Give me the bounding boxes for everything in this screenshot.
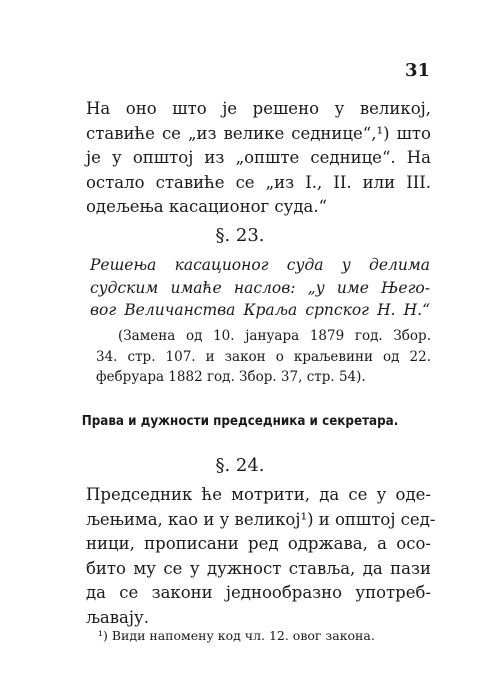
section-23-note — [96, 326, 431, 388]
footnote: ¹) Види напомену код чл. 12. овог закона. — [98, 628, 375, 643]
page-number: 31 — [404, 60, 430, 81]
paragraph-1 — [86, 97, 431, 220]
paragraph-line: љењима, као и у великој¹) и општој сед- — [86, 509, 436, 529]
italic-line: судским имаће наслов: „у име Њего- — [90, 278, 430, 297]
paragraph-line: ници, прописани ред одржава, а осо- — [86, 534, 431, 553]
paragraph-line: да се закони једнообразно употреб- — [86, 583, 431, 602]
italic-line: Решења касационог суда у делима — [90, 256, 430, 274]
italic-line: вог Величанства Краља српског Н. Н.“ — [90, 301, 430, 319]
paragraph-line: је у општој из „опште седнице“. На — [86, 148, 431, 167]
note-line: 34. стр. 107. и закон о краљевини од 22. — [96, 348, 431, 365]
paragraph-line: На оно што је решено у великој, — [86, 99, 431, 118]
note-line: (Замена од 10. јануара 1879 год. Збор. — [118, 328, 431, 344]
section-heading-24: §. 24. — [215, 455, 265, 476]
paragraph-line: љавају. — [86, 607, 149, 627]
paragraph-line: одељења касационог суда.“ — [86, 197, 328, 216]
section-heading-23: §. 23. — [215, 225, 265, 246]
subtitle: Права и дужности председника и секретара. — [81, 414, 399, 429]
paragraph-line: бито му се у дужност ставља, да пази — [86, 558, 431, 578]
note-line: фебруара 1882 год. Збор. 37, стр. 54). — [96, 369, 366, 385]
section-23-text — [90, 254, 430, 322]
paragraph-line: ставиће се „из велике седнице“,¹) што — [86, 123, 431, 143]
section-24-text — [86, 483, 436, 630]
paragraph-line: остало ставиће се „из I., II. или III. — [86, 172, 431, 192]
paragraph-line: Председник ће мотрити, да се у оде- — [86, 485, 431, 504]
